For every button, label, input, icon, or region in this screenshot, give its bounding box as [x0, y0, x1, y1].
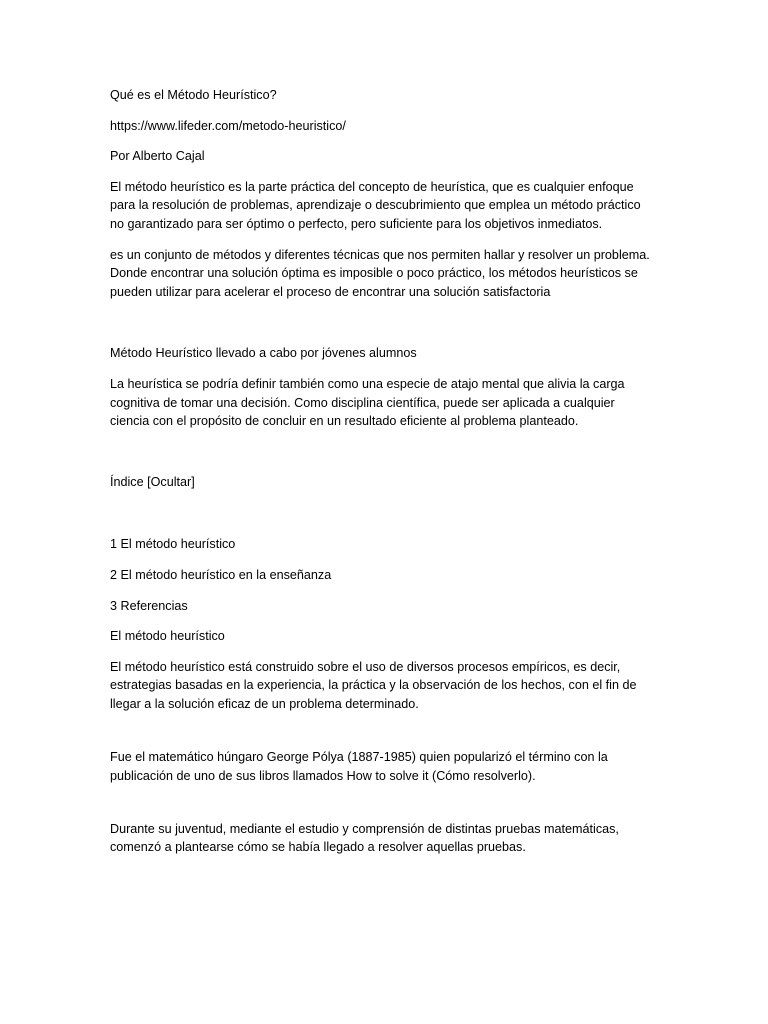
document-body	[110, 86, 655, 857]
image-caption: Método Heurístico llevado a cabo por jóvenes alumnos	[110, 346, 417, 361]
intro-paragraph-1: El método heurístico es la parte práctica del concepto de heurística, que es cualquier enfoque para la resolución de problemas, aprendizaje o descubrimiento que emplea un método práctico no garantizado para ser óptimo o perfecto, pero suficiente para los objetivos inmediatos.	[110, 179, 641, 231]
source-url: https://www.lifeder.com/metodo-heuristico/	[110, 118, 346, 133]
intro-paragraph-2: es un conjunto de métodos y diferentes técnicas que nos permiten hallar y resolver un problema. Donde encontrar una solución óptima es imposible o poco práctico, los métodos heurísticos se pueden utilizar para acelerar el proceso de encontrar una solución satisfactoria	[110, 247, 650, 299]
section-heading: El método heurístico	[110, 629, 225, 644]
toc-item-1: 1 El método heurístico	[110, 537, 236, 552]
author-line: Por Alberto Cajal	[110, 149, 205, 164]
toc-item-2: 2 El método heurístico en la enseñanza	[110, 567, 332, 582]
paragraph-3: La heurística se podría definir también como una especie de atajo mental que alivia la carga cognitiva de tomar una decisión. Como disciplina científica, puede ser aplicada a cualquier ciencia con el propósito de concluir en un resultado eficiente al problema planteado.	[110, 376, 625, 429]
toc-item-3: 3 Referencias	[110, 598, 188, 613]
section-paragraph-1: El método heurístico está construido sobre el uso de diversos procesos empíricos, es decir, estrategias basadas en la experiencia, la práctica y la observación de los hechos, con el fin de llegar a la solución eficaz de un problema determinado.	[110, 659, 637, 711]
section-paragraph-3: Durante su juventud, mediante el estudio y comprensión de distintas pruebas matemáticas, comenzó a plantearse cómo se había llegado a resolver aquellas pruebas.	[110, 821, 619, 855]
section-paragraph-2: Fue el matemático húngaro George Pólya (1887-1985) quien popularizó el término con la publicación de uno de sus libros llamados How to solve it (Cómo resolverlo).	[110, 750, 608, 784]
document-title: Qué es el Método Heurístico?	[110, 88, 277, 102]
toc-heading: Índice [Ocultar]	[110, 474, 195, 489]
